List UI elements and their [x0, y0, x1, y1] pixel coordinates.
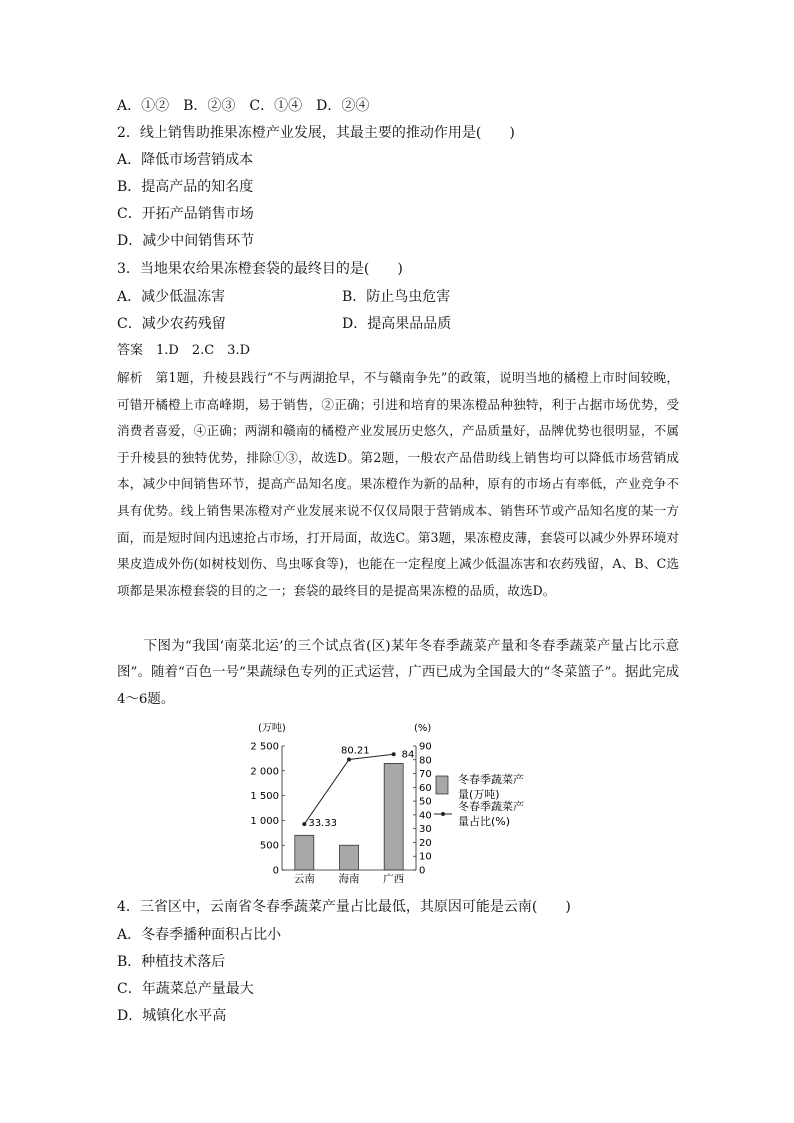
share-point-2 — [392, 752, 396, 756]
legend-bar-label-line1: 冬春季蔬菜产 — [458, 773, 524, 786]
right-tick-label: 0 — [419, 865, 426, 877]
question2-option-c: C．开拓产品销售市场 — [117, 206, 254, 222]
question4-option-d: D．城镇化水平高 — [117, 1008, 227, 1024]
question3-option-d: D．提高果品品质 — [342, 316, 452, 332]
legend-bar-label-line2: 量(万吨) — [458, 788, 500, 801]
explanation-paragraph: 解析 第1题，升棱县践行“不与两湖抢早，不与赣南争先”的政策，说明当地的橘橙上市时间较晚，可错开橘橙上市高峰期，易于销售，②正确；引进和培育的果冻橙品种独特，利于占据市场优势，受消费者喜爱，④正确；两湖和赣南的橘橙产业发展历史悠久，产品质量好，品牌优势也很明显，不属于升棱县的独特优势，排除①③，故选D。第2题，一般农产品借助线上销售均可以降低市场营销成本，减少中间销售环节，提高产品知名度。果冻橙作为新的品种，原有的市场占有率低，产业竞争不具有优势。线上销售果冻橙对产业发展来说不仅仅局限于营销成本、销售环节或产品知名度的某一方面，而是短时间内迅速抢占市场，打开局面，故选C。第3题，果冻橙皮薄，套袋可以减少外界环境对果皮造成外伤(如树枝划伤、鸟虫啄食等)，也能在一定程度上减少低温冻害和农药残留，A、B、C选项都是果冻橙套袋的目的之一；套袋的最终目的是提高果冻橙的品质，故选D。 — [117, 370, 679, 598]
category-label: 海南 — [338, 873, 360, 885]
right-tick-label: 70 — [419, 769, 432, 781]
question4-option-c: C．年蔬菜总产量最大 — [117, 981, 254, 997]
share-point-0 — [302, 822, 306, 826]
right-tick-label: 10 — [419, 851, 432, 863]
share-point-1 — [347, 757, 351, 761]
legend-line-label-line2: 量占比(%) — [458, 815, 511, 828]
right-tick-label: 50 — [419, 796, 432, 808]
question2-stem: 2．线上销售助推果冻橙产业发展，其最主要的推动作用是( ) — [117, 125, 515, 141]
share-data-label: 80.21 — [341, 745, 370, 757]
share-data-label: 33.33 — [308, 818, 337, 830]
vegetable-production-chart — [236, 718, 566, 888]
chart-intro-paragraph: 下图为“我国‘南菜北运’的三个试点省(区)某年冬春季蔬菜产量和冬春季蔬菜产量占比示意图”。随着“百色一号”果蔬绿色专列的正式运营，广西已成为全国最大的“冬菜篮子”。据此完成4～6题。 — [117, 639, 679, 707]
bar-1 — [340, 845, 359, 870]
category-label: 云南 — [293, 873, 315, 885]
right-tick-label: 60 — [419, 782, 432, 794]
question3-option-a: A．减少低温冻害 — [117, 289, 226, 305]
chart-legend — [434, 772, 524, 828]
left-tick-label: 1 500 — [250, 791, 279, 803]
question4-option-b: B．种植技术落后 — [117, 954, 226, 970]
left-tick-label: 500 — [259, 840, 279, 852]
question2-option-d: D．减少中间销售环节 — [117, 233, 255, 249]
question4-option-a: A．冬春季播种面积占比小 — [117, 927, 282, 943]
legend-line-marker — [441, 812, 445, 816]
share-data-label: 84 — [401, 749, 415, 761]
right-tick-label: 80 — [419, 755, 432, 767]
question3-stem: 3．当地果农给果冻橙套袋的最终目的是( ) — [117, 261, 403, 277]
left-tick-label: 1 000 — [250, 815, 279, 827]
left-tick-label: 2 500 — [250, 741, 279, 753]
question2-option-a: A．降低市场营销成本 — [117, 152, 254, 168]
question3-option-c: C．减少农药残留 — [117, 316, 226, 332]
category-label: 广西 — [383, 873, 405, 885]
legend-bar-swatch — [436, 776, 448, 794]
right-tick-label: 30 — [419, 824, 432, 836]
answer-key: 答案 1.D 2.C 3.D — [117, 343, 251, 358]
question2-option-b: B．提高产品的知名度 — [117, 179, 254, 195]
right-tick-label: 20 — [419, 837, 432, 849]
right-axis-unit: (%) — [414, 723, 432, 734]
question1-options: A．①② B．②③ C．①④ D．②④ — [117, 98, 370, 114]
left-tick-label: 0 — [272, 865, 279, 877]
right-tick-label: 90 — [419, 741, 432, 753]
right-tick-label: 40 — [419, 810, 432, 822]
legend-line-label-line1: 冬春季蔬菜产 — [458, 800, 524, 813]
question4-stem: 4．三省区中，云南省冬春季蔬菜产量占比最低，其原因可能是云南( ) — [117, 899, 571, 915]
share-line — [304, 754, 393, 824]
left-tick-label: 2 000 — [250, 766, 279, 778]
bar-0 — [295, 835, 314, 870]
question3-option-b: B．防止鸟虫危害 — [342, 289, 451, 305]
left-axis-unit: (万吨) — [258, 723, 286, 734]
bar-2 — [384, 763, 403, 870]
